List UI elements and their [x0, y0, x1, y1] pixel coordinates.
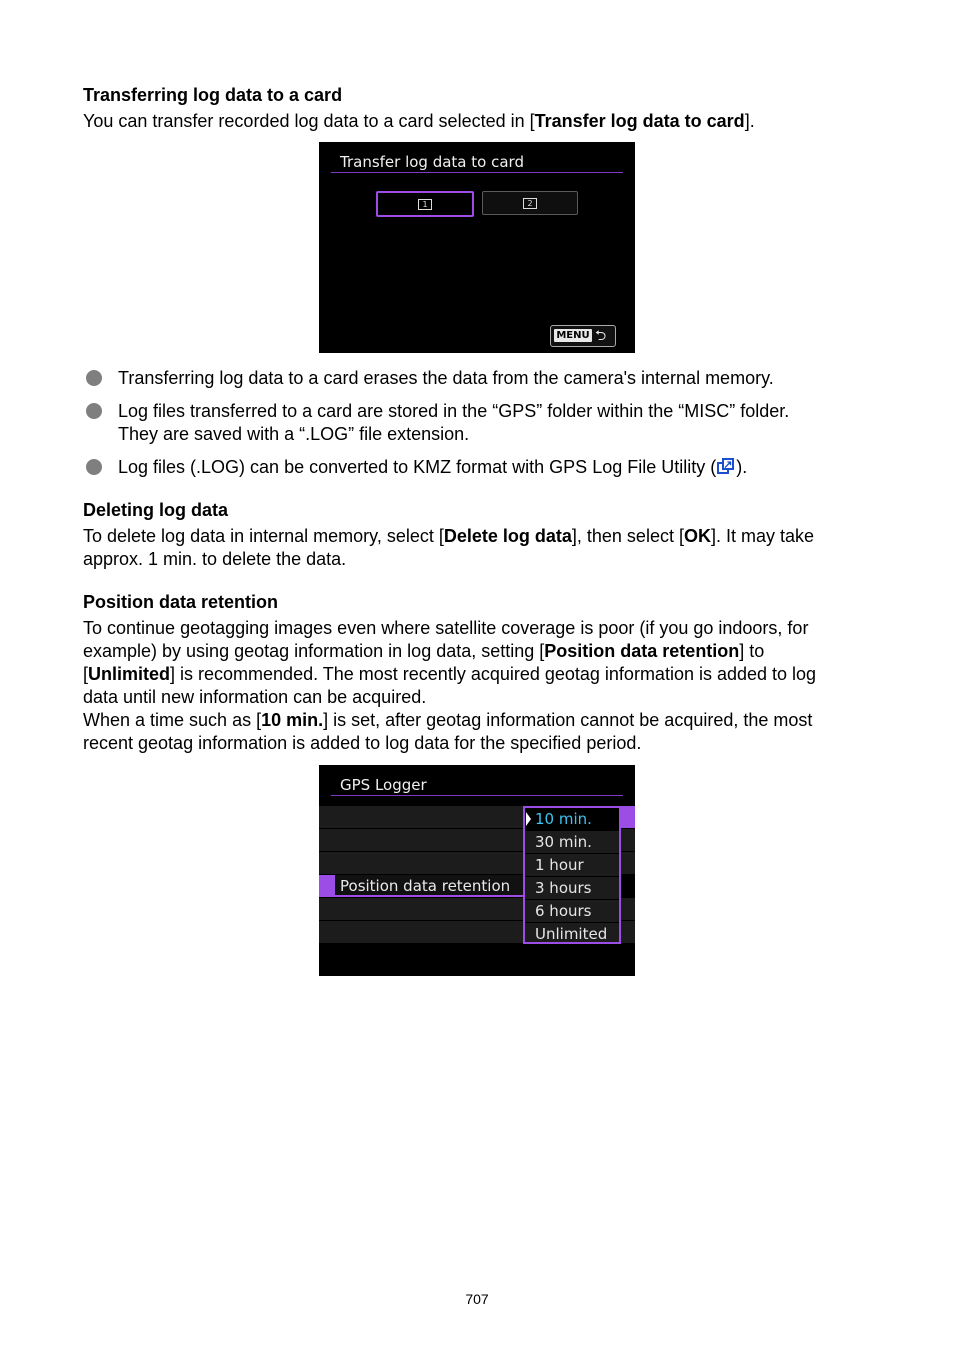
title-divider	[331, 172, 623, 173]
external-link-icon[interactable]: ↗	[717, 458, 735, 476]
retention-line1: To continue geotagging images even where satellite coverage is poor (if you go indoors, for	[83, 618, 809, 638]
delete-line1: To delete log data in internal memory, select [Delete log data], then select [OK]. It may take	[83, 526, 814, 546]
option-10-min[interactable]: 10 min.	[525, 808, 619, 830]
bullet-3: Log files (.LOG) can be converted to KMZ format with GPS Log File Utility ( ↗ ).	[118, 457, 748, 477]
option-30-min[interactable]: 30 min.	[535, 833, 592, 851]
screen-transfer-log	[319, 142, 635, 353]
menu-back-button[interactable]	[550, 325, 616, 347]
retention-line3: [Unlimited] is recommended. The most recently acquired geotag information is added to log	[83, 664, 817, 684]
bullet-icon	[86, 459, 102, 475]
scrollbar-thumb[interactable]	[619, 806, 635, 828]
retention-line6: recent geotag information is added to log data for the specified period.	[83, 733, 642, 753]
screen-title: GPS Logger	[340, 776, 427, 794]
bullet-2-line1: Log files transferred to a card are stored in the “GPS” folder within the “MISC” folder.	[118, 401, 790, 421]
bullet-2-line2: They are saved with a “.LOG” file extension.	[118, 424, 470, 444]
retention-dropdown[interactable]	[523, 806, 621, 944]
card-slot-1-icon: 1	[418, 199, 432, 210]
card-slot-2-icon: 2	[523, 198, 537, 209]
card1-button[interactable]	[376, 191, 474, 217]
return-arrow-icon: ⮌	[595, 328, 607, 344]
bullet-1: Transferring log data to a card erases the data from the camera's internal memory.	[118, 368, 774, 388]
retention-line5: When a time such as [10 min.] is set, after geotag information cannot be acquired, the most	[83, 710, 813, 730]
transfer-intro: You can transfer recorded log data to a card selected in [Transfer log data to card].	[83, 111, 755, 131]
retention-line2: example) by using geotag information in log data, setting [Position data retention] to	[83, 641, 765, 661]
title-divider	[331, 795, 623, 796]
option-6-hours[interactable]: 6 hours	[535, 902, 592, 920]
option-3-hours[interactable]: 3 hours	[535, 879, 592, 897]
screen-title: Transfer log data to card	[340, 153, 524, 171]
selection-arrow-icon	[526, 812, 531, 826]
option-1-hour[interactable]: 1 hour	[535, 856, 584, 874]
screen-gps-logger	[319, 765, 635, 976]
page-number: 707	[465, 1291, 489, 1307]
menu-label: MENU	[554, 329, 592, 342]
delete-line2: approx. 1 min. to delete the data.	[83, 549, 347, 569]
heading-transfer: Transferring log data to a card	[83, 85, 343, 105]
bullet-icon	[86, 370, 102, 386]
retention-line4: data until new information can be acquired.	[83, 687, 427, 707]
heading-delete: Deleting log data	[83, 500, 229, 520]
option-unlimited[interactable]: Unlimited	[535, 925, 608, 943]
bullet-icon	[86, 403, 102, 419]
heading-retention: Position data retention	[83, 592, 279, 612]
card2-button[interactable]	[482, 191, 578, 215]
selection-bar	[319, 875, 335, 897]
row-label: Position data retention	[340, 877, 511, 895]
